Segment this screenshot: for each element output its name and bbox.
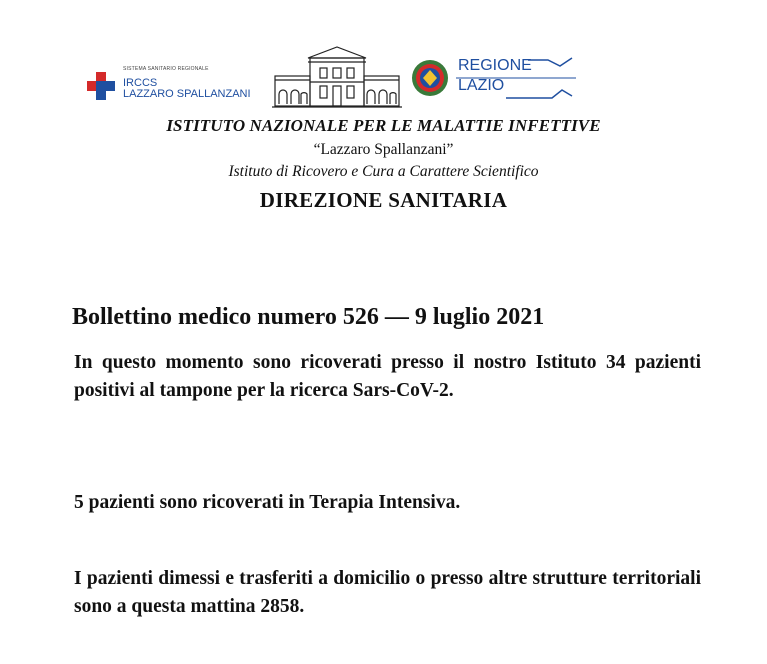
bulletin-title: Bollettino medico numero 526 — 9 luglio 2021 [72, 304, 545, 330]
irccs-caption: SISTEMA SANITARIO REGIONALE [123, 66, 209, 72]
building-icon [272, 44, 402, 110]
regione-label: REGIONE [458, 57, 532, 74]
bulletin-paragraph-intensive-care: 5 pazienti sono ricoverati in Terapia Intensiva. [74, 492, 461, 513]
lazio-label: LAZIO [458, 77, 505, 94]
irccs-label: IRCCS [123, 77, 158, 89]
bulletin-paragraph-discharged: I pazienti dimessi e trasferiti a domicilio o presso altre strutture territoriali sono a questa mattina 2858. [74, 568, 701, 617]
cross-icon [87, 72, 115, 100]
institute-short-name: “Lazzaro Spallanzani” [313, 141, 454, 158]
department-title: DIREZIONE SANITARIA [259, 188, 508, 212]
regione-lazio-emblem-icon [410, 57, 450, 99]
institute-name: ISTITUTO NAZIONALE PER LE MALATTIE INFETTIVE [166, 116, 601, 135]
irccs-spallanzani-logo [87, 66, 262, 106]
institute-subtitle: Istituto di Ricovero e Cura a Carattere Scientifico [228, 163, 539, 180]
spallanzani-label: LAZZARO SPALLANZANI [123, 88, 251, 100]
bulletin-paragraph-hospitalized: In questo momento sono ricoverati presso il nostro Istituto 34 pazienti positivi al tampone per la ricerca Sars-CoV-2. [74, 352, 701, 401]
logo-row [0, 44, 767, 114]
lazio-arrow-lines-icon [456, 56, 576, 100]
